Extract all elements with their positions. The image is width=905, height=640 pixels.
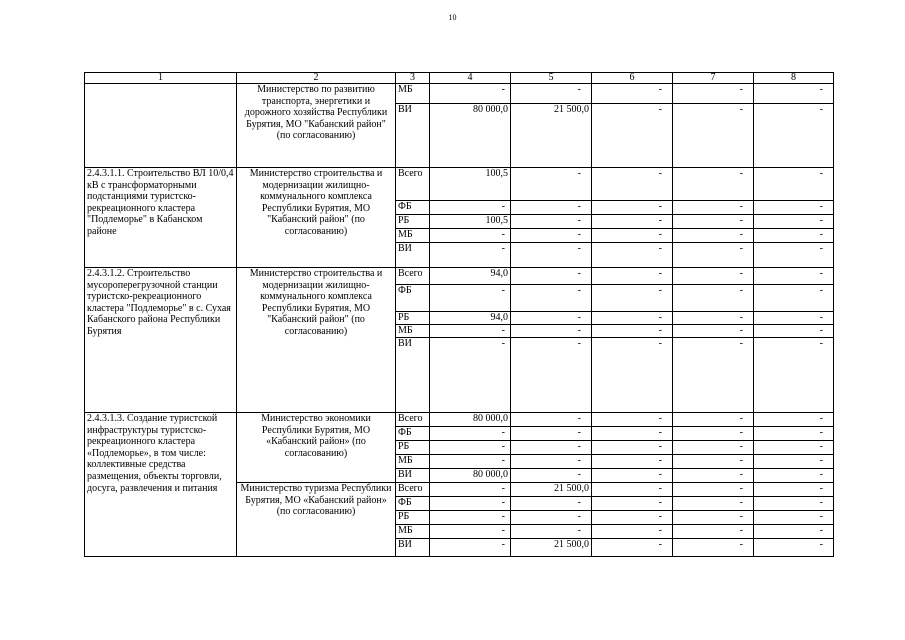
- value-cell-col4: 80 000,0: [430, 104, 511, 168]
- funding-source: Всего: [396, 268, 430, 285]
- value-cell-col6: -: [592, 539, 673, 557]
- value-cell-col8: -: [754, 441, 834, 455]
- value-cell-col7: -: [673, 525, 754, 539]
- value-cell-col7: -: [673, 104, 754, 168]
- header-cell-8: 8: [754, 73, 834, 84]
- value-cell-col4: -: [430, 511, 511, 525]
- funding-source: ФБ: [396, 285, 430, 312]
- value-cell-col7: -: [673, 455, 754, 469]
- executor-name: Министерство строительства и модернизации жилищно-коммунального комплекса Республики Бурятия, МО "Кабанский район" (по согласованию): [237, 168, 396, 268]
- funding-source: Всего: [396, 168, 430, 201]
- value-cell-col7: -: [673, 413, 754, 427]
- value-cell-col8: -: [754, 285, 834, 312]
- value-cell-col6: -: [592, 497, 673, 511]
- value-cell-col6: -: [592, 201, 673, 215]
- funding-source: РБ: [396, 441, 430, 455]
- header-cell-4: 4: [430, 73, 511, 84]
- value-cell-col6: -: [592, 312, 673, 325]
- value-cell-col5: -: [511, 325, 592, 338]
- funding-source: РБ: [396, 312, 430, 325]
- funding-source: МБ: [396, 229, 430, 243]
- value-cell-col8: -: [754, 469, 834, 483]
- value-cell-col6: -: [592, 229, 673, 243]
- value-cell-col4: -: [430, 325, 511, 338]
- value-cell-col8: -: [754, 497, 834, 511]
- value-cell-col8: -: [754, 483, 834, 497]
- value-cell-col5: -: [511, 497, 592, 511]
- value-cell-col5: -: [511, 525, 592, 539]
- value-cell-col7: -: [673, 312, 754, 325]
- executor-name: Министерство туризма Республики Бурятия, МО «Кабанский район» (по согласованию): [237, 483, 396, 557]
- value-cell-col5: 21 500,0: [511, 483, 592, 497]
- activity-name: 2.4.3.1.1. Строительство ВЛ 10/0,4 кВ с трансформаторными подстанциями туристско-рекреационного кластера "Подлеморье" в Кабанском районе: [85, 168, 237, 268]
- value-cell-col6: -: [592, 84, 673, 104]
- funding-source: ФБ: [396, 201, 430, 215]
- value-cell-col7: -: [673, 469, 754, 483]
- value-cell-col5: -: [511, 285, 592, 312]
- executor-name: Министерство строительства и модернизации жилищно-коммунального комплекса Республики Бурятия, МО "Кабанский район" (по согласованию): [237, 268, 396, 413]
- value-cell-col5: 21 500,0: [511, 104, 592, 168]
- value-cell-col4: 94,0: [430, 312, 511, 325]
- value-cell-col4: 94,0: [430, 268, 511, 285]
- table-row: [85, 268, 834, 285]
- value-cell-col7: -: [673, 338, 754, 413]
- value-cell-col6: -: [592, 268, 673, 285]
- value-cell-col6: -: [592, 511, 673, 525]
- table-body: [85, 84, 834, 557]
- value-cell-col7: -: [673, 539, 754, 557]
- value-cell-col4: -: [430, 539, 511, 557]
- value-cell-col8: -: [754, 511, 834, 525]
- value-cell-col5: -: [511, 84, 592, 104]
- header-cell-3: 3: [396, 73, 430, 84]
- funding-source: МБ: [396, 84, 430, 104]
- value-cell-col8: -: [754, 413, 834, 427]
- value-cell-col6: -: [592, 338, 673, 413]
- value-cell-col5: -: [511, 243, 592, 268]
- value-cell-col8: -: [754, 455, 834, 469]
- activity-name: 2.4.3.1.2. Строительство мусороперегрузочной станции туристско-рекреационного кластера "Подлеморье" в с. Сухая Кабанского района Республики Бурятия: [85, 268, 237, 413]
- funding-source: Всего: [396, 413, 430, 427]
- value-cell-col5: -: [511, 268, 592, 285]
- value-cell-col8: -: [754, 338, 834, 413]
- value-cell-col7: -: [673, 201, 754, 215]
- value-cell-col4: 100,5: [430, 215, 511, 229]
- value-cell-col5: -: [511, 229, 592, 243]
- value-cell-col8: -: [754, 427, 834, 441]
- executor-name: Министерство по развитию транспорта, энергетики и дорожного хозяйства Республики Бурятия, МО "Кабанский район" (по согласованию): [237, 84, 396, 168]
- value-cell-col4: -: [430, 285, 511, 312]
- value-cell-col6: -: [592, 441, 673, 455]
- value-cell-col7: -: [673, 229, 754, 243]
- funding-source: МБ: [396, 455, 430, 469]
- value-cell-col7: -: [673, 285, 754, 312]
- value-cell-col4: -: [430, 338, 511, 413]
- value-cell-col8: -: [754, 201, 834, 215]
- value-cell-col8: -: [754, 168, 834, 201]
- value-cell-col4: -: [430, 525, 511, 539]
- value-cell-col4: -: [430, 483, 511, 497]
- funding-source: ФБ: [396, 427, 430, 441]
- value-cell-col5: -: [511, 201, 592, 215]
- header-cell-7: 7: [673, 73, 754, 84]
- funding-source: Всего: [396, 483, 430, 497]
- table-row: [85, 413, 834, 427]
- funding-source: ВИ: [396, 104, 430, 168]
- value-cell-col6: -: [592, 455, 673, 469]
- funding-source: МБ: [396, 325, 430, 338]
- value-cell-col5: -: [511, 338, 592, 413]
- value-cell-col7: -: [673, 427, 754, 441]
- value-cell-col6: -: [592, 285, 673, 312]
- funding-source: ВИ: [396, 243, 430, 268]
- value-cell-col7: -: [673, 483, 754, 497]
- value-cell-col5: -: [511, 455, 592, 469]
- activity-name: [85, 84, 237, 168]
- header-cell-2: 2: [237, 73, 396, 84]
- value-cell-col5: -: [511, 413, 592, 427]
- value-cell-col4: -: [430, 455, 511, 469]
- value-cell-col5: -: [511, 168, 592, 201]
- value-cell-col6: -: [592, 427, 673, 441]
- value-cell-col4: 80 000,0: [430, 413, 511, 427]
- value-cell-col5: -: [511, 427, 592, 441]
- value-cell-col7: -: [673, 497, 754, 511]
- funding-source: РБ: [396, 511, 430, 525]
- value-cell-col5: -: [511, 215, 592, 229]
- value-cell-col6: -: [592, 525, 673, 539]
- program-table: [84, 72, 834, 557]
- value-cell-col4: 80 000,0: [430, 469, 511, 483]
- value-cell-col4: -: [430, 84, 511, 104]
- value-cell-col8: -: [754, 104, 834, 168]
- value-cell-col8: -: [754, 325, 834, 338]
- executor-name: Министерство экономики Республики Бурятия, МО «Кабанский район» (по согласованию): [237, 413, 396, 483]
- value-cell-col7: -: [673, 268, 754, 285]
- header-row: [85, 73, 834, 84]
- value-cell-col5: -: [511, 312, 592, 325]
- page-number: 10: [448, 13, 457, 22]
- table-row: [85, 84, 834, 104]
- value-cell-col4: 100,5: [430, 168, 511, 201]
- table-row: [85, 168, 834, 201]
- value-cell-col6: -: [592, 469, 673, 483]
- funding-source: ФБ: [396, 497, 430, 511]
- value-cell-col5: -: [511, 511, 592, 525]
- value-cell-col4: -: [430, 229, 511, 243]
- value-cell-col4: -: [430, 497, 511, 511]
- value-cell-col6: -: [592, 483, 673, 497]
- value-cell-col8: -: [754, 539, 834, 557]
- value-cell-col4: -: [430, 201, 511, 215]
- value-cell-col7: -: [673, 511, 754, 525]
- funding-source: РБ: [396, 215, 430, 229]
- value-cell-col7: -: [673, 243, 754, 268]
- activity-name: 2.4.3.1.3. Создание туристской инфраструктуры туристско-рекреационного кластера «Подлеморье», в том числе: коллективные средства размещения, объекты торговли, досуга, развлечения и питания: [85, 413, 237, 557]
- value-cell-col5: -: [511, 441, 592, 455]
- value-cell-col8: -: [754, 229, 834, 243]
- funding-source: ВИ: [396, 469, 430, 483]
- value-cell-col4: -: [430, 427, 511, 441]
- header-cell-5: 5: [511, 73, 592, 84]
- value-cell-col8: -: [754, 243, 834, 268]
- header-cell-6: 6: [592, 73, 673, 84]
- value-cell-col5: -: [511, 469, 592, 483]
- funding-source: ВИ: [396, 338, 430, 413]
- funding-source: МБ: [396, 525, 430, 539]
- value-cell-col7: -: [673, 441, 754, 455]
- value-cell-col6: -: [592, 243, 673, 268]
- value-cell-col7: -: [673, 325, 754, 338]
- funding-source: ВИ: [396, 539, 430, 557]
- value-cell-col8: -: [754, 215, 834, 229]
- value-cell-col8: -: [754, 268, 834, 285]
- header-cell-1: 1: [85, 73, 237, 84]
- value-cell-col6: -: [592, 325, 673, 338]
- value-cell-col8: -: [754, 525, 834, 539]
- value-cell-col7: -: [673, 215, 754, 229]
- value-cell-col6: -: [592, 215, 673, 229]
- value-cell-col7: -: [673, 84, 754, 104]
- value-cell-col7: -: [673, 168, 754, 201]
- value-cell-col8: -: [754, 312, 834, 325]
- value-cell-col4: -: [430, 441, 511, 455]
- value-cell-col8: -: [754, 84, 834, 104]
- value-cell-col6: -: [592, 413, 673, 427]
- value-cell-col5: 21 500,0: [511, 539, 592, 557]
- value-cell-col4: -: [430, 243, 511, 268]
- value-cell-col6: -: [592, 104, 673, 168]
- value-cell-col6: -: [592, 168, 673, 201]
